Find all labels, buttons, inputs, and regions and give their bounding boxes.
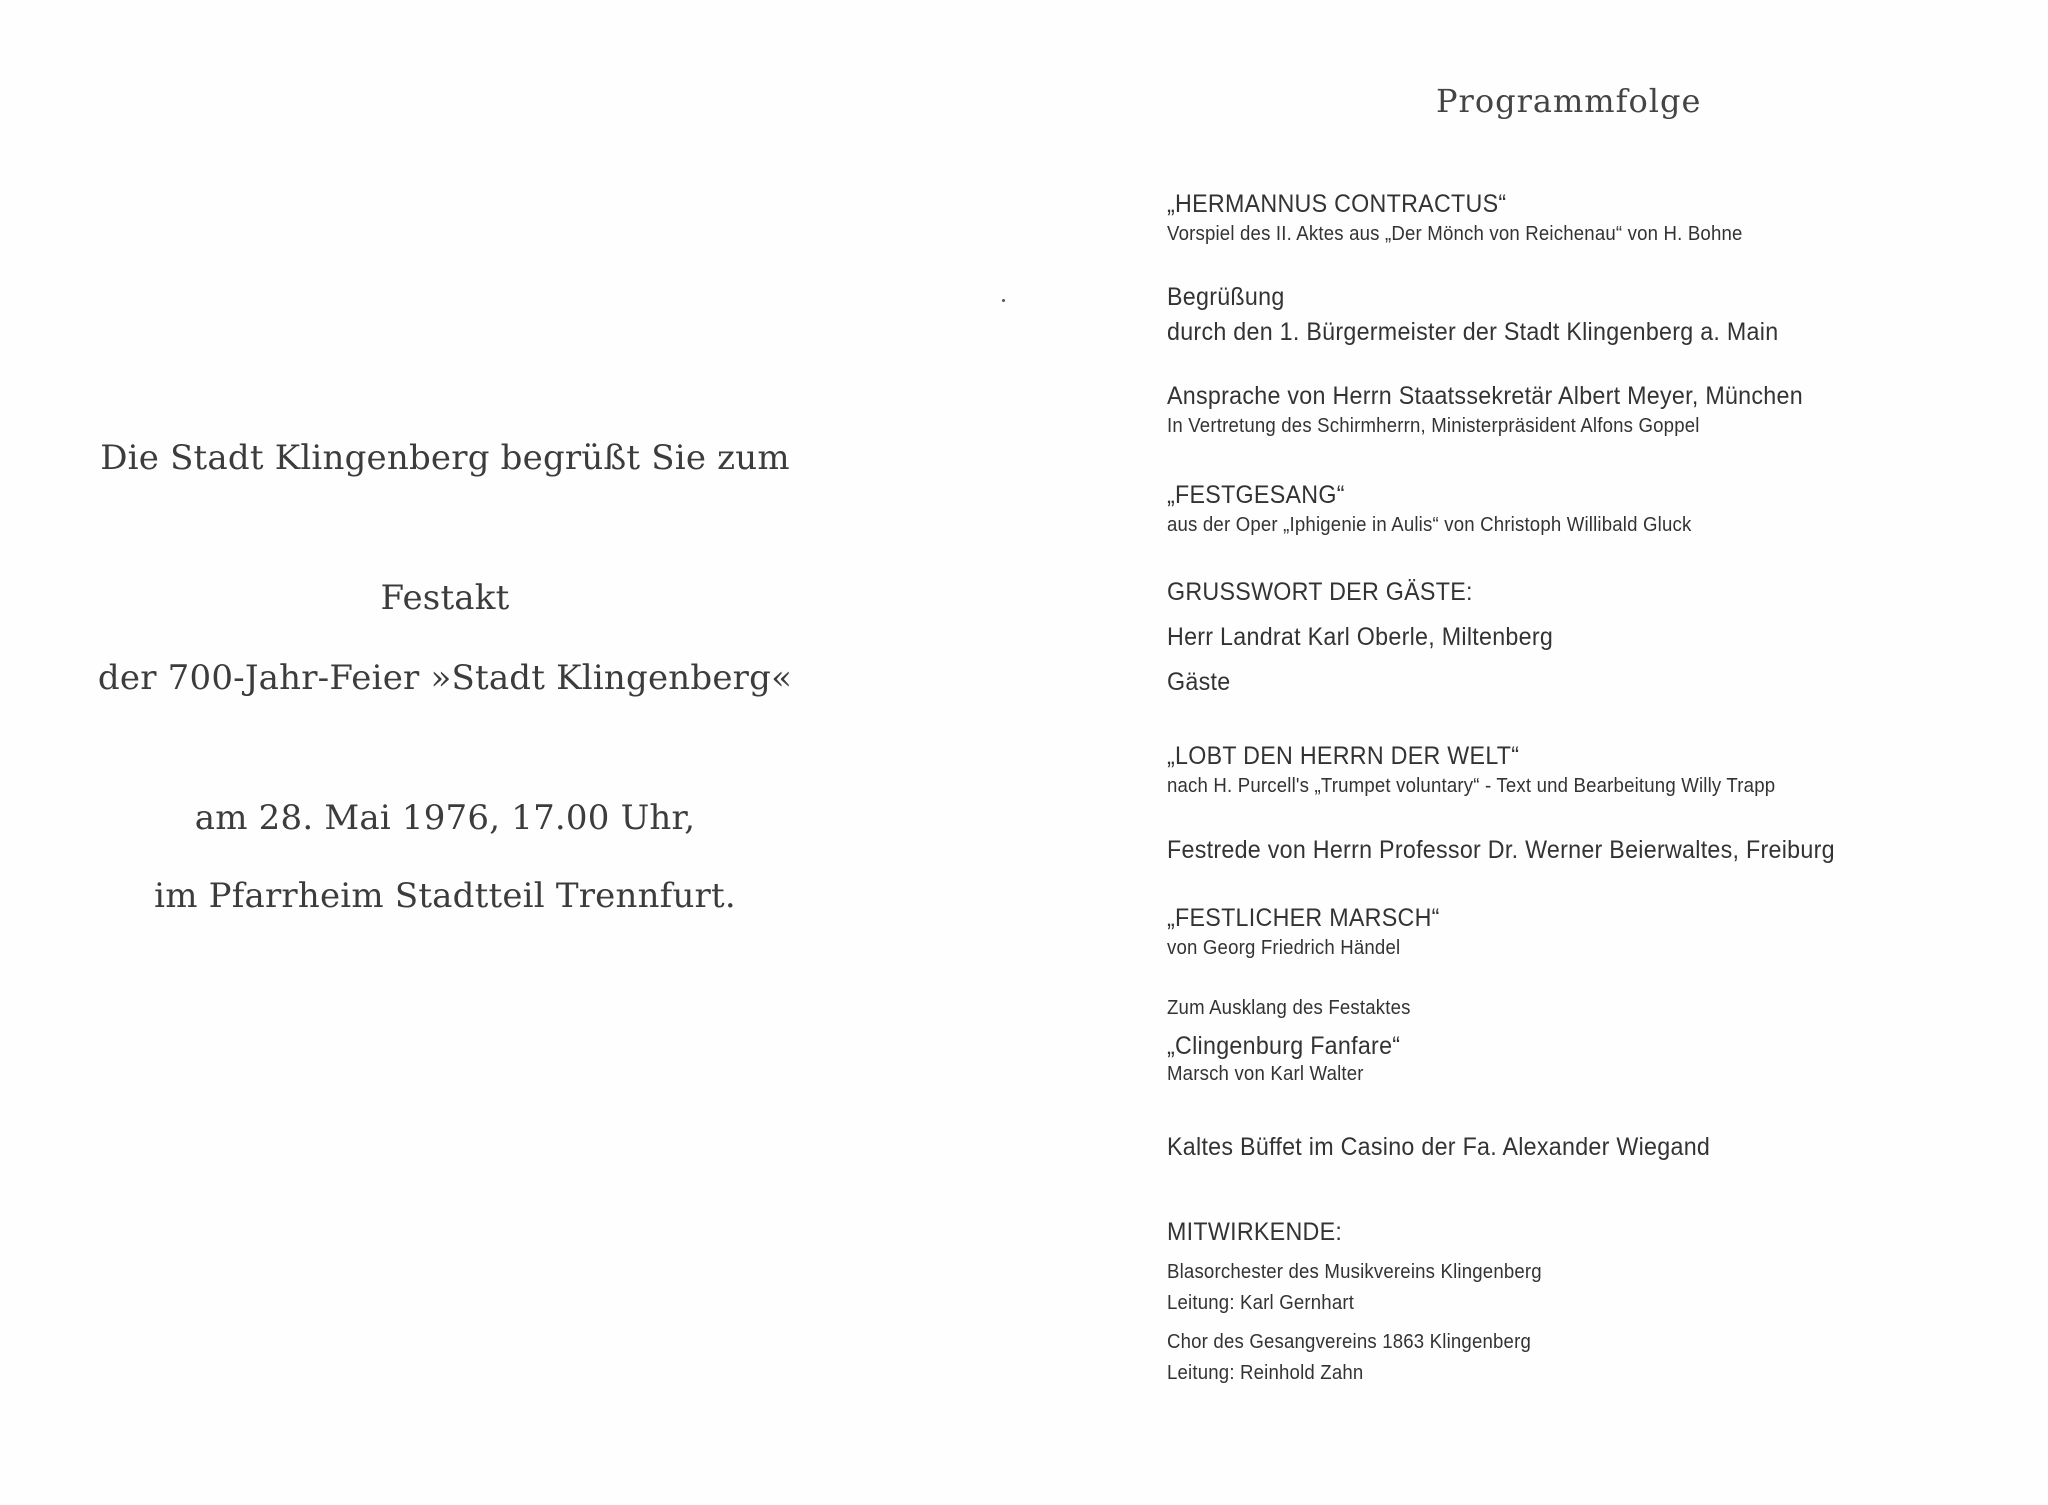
item-intro: Zum Ausklang des Festaktes xyxy=(1167,997,1411,1019)
item-heading: Festrede von Herrn Professor Dr. Werner Beierwaltes, Freiburg xyxy=(1167,836,1835,864)
programme-item-kaltes-bueffet xyxy=(1167,1133,1751,1162)
guests: Gäste xyxy=(1167,668,1231,696)
participant-group-leader: Leitung: Karl Gernhart xyxy=(1167,1292,1355,1314)
programme-title: Programmfolge xyxy=(1436,82,1702,120)
item-heading: GRUSSWORT DER GÄSTE: xyxy=(1167,578,1473,606)
invitation-greeting: Die Stadt Klingenberg begrüßt Sie zum xyxy=(100,438,790,478)
programme-item-ansprache xyxy=(1167,382,1851,438)
item-detail: nach H. Purcell's „Trumpet voluntary“ - Text und Bearbeitung Willy Trapp xyxy=(1167,775,1776,797)
participant-group-leader: Leitung: Reinhold Zahn xyxy=(1167,1362,1364,1384)
programme-item-lobt-den-herrn xyxy=(1167,742,1821,798)
item-detail: Vorspiel des II. Aktes aus „Der Mönch von Reichenau“ von H. Bohne xyxy=(1167,223,1743,245)
invitation-occasion: der 700-Jahr-Feier »Stadt Klingenberg« xyxy=(97,658,793,698)
invitation-date-time: am 28. Mai 1976, 17.00 Uhr, xyxy=(194,798,696,838)
participant-group-name: Blasorchester des Musikvereins Klingenberg xyxy=(1167,1261,1542,1283)
item-heading: „FESTGESANG“ xyxy=(1167,481,1345,509)
participants-section xyxy=(1167,1218,1570,1385)
programme-item-grusswort xyxy=(1167,578,1582,697)
item-detail: aus der Oper „Iphigenie in Aulis“ von Christoph Willibald Gluck xyxy=(1167,514,1692,536)
item-heading: „HERMANNUS CONTRACTUS“ xyxy=(1167,190,1507,218)
programme-item-hermannus xyxy=(1167,190,1786,246)
programme-panel xyxy=(1150,0,2030,1505)
invitation-panel xyxy=(0,0,890,1505)
item-heading: „LOBT DEN HERRN DER WELT“ xyxy=(1167,742,1520,770)
item-heading: „FESTLICHER MARSCH“ xyxy=(1167,904,1440,932)
programme-item-begruessung xyxy=(1167,283,1824,347)
guest-speaker: Herr Landrat Karl Oberle, Miltenberg xyxy=(1167,623,1554,651)
item-detail: In Vertretung des Schirmherrn, Ministerpräsident Alfons Goppel xyxy=(1167,415,1700,437)
scan-speck xyxy=(1002,299,1005,302)
item-detail: von Georg Friedrich Händel xyxy=(1167,937,1401,959)
invitation-event: Festakt xyxy=(380,578,510,618)
programme-item-clingenburg-fanfare xyxy=(1167,997,1429,1086)
item-detail: Marsch von Karl Walter xyxy=(1167,1063,1364,1085)
programme-item-festrede xyxy=(1167,836,1885,865)
item-heading: Kaltes Büffet im Casino der Fa. Alexander Wiegand xyxy=(1167,1133,1711,1161)
item-heading: „Clingenburg Fanfare“ xyxy=(1167,1032,1401,1060)
participant-group-name: Chor des Gesangvereins 1863 Klingenberg xyxy=(1167,1331,1531,1353)
item-heading: Ansprache von Herrn Staatssekretär Albert Meyer, München xyxy=(1167,382,1803,410)
programme-item-festlicher-marsch xyxy=(1167,904,1460,960)
item-detail: durch den 1. Bürgermeister der Stadt Klingenberg a. Main xyxy=(1167,318,1779,346)
invitation-location: im Pfarrheim Stadtteil Trennfurt. xyxy=(154,876,736,916)
programme-item-festgesang xyxy=(1167,481,1731,537)
participants-heading: MITWIRKENDE: xyxy=(1167,1218,1343,1246)
item-heading: Begrüßung xyxy=(1167,283,1285,311)
